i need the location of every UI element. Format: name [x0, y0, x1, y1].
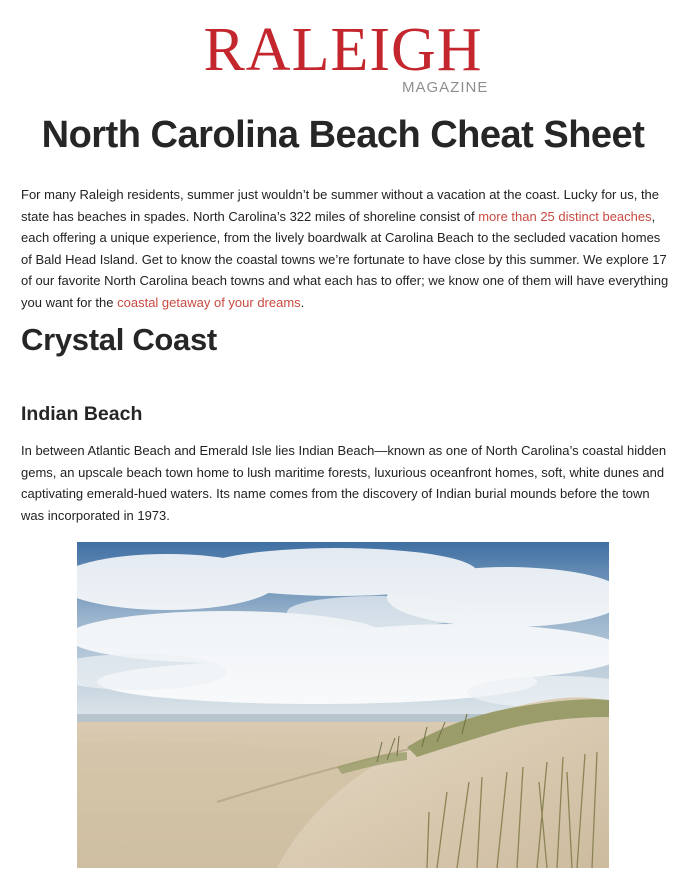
intro-paragraph	[21, 184, 669, 314]
beach-dune-photo	[77, 542, 609, 868]
intro-text-2: , each offering a unique experience, from the lively boardwalk at Carolina Beach to the secluded vacation homes of Bald Head Island. Get to know the coastal towns we’re fortunate to have close by this summer. We explore 17 of our favorite North Carolina beach towns and what each has to offer; we know one of them will have everything you want for the	[21, 208, 669, 310]
article-title: North Carolina Beach Cheat Sheet	[41, 114, 645, 156]
beach-dune-illustration	[77, 542, 609, 868]
section-heading-crystal-coast: Crystal Coast	[21, 322, 217, 357]
intro-text-1: For many Raleigh residents, summer just wouldn’t be summer without a vacation at the coast. Lucky for us, the state has beaches in spades. North Carolina’s 322 miles of shoreline consist of	[21, 187, 660, 224]
beach-description: In between Atlantic Beach and Emerald Isle lies Indian Beach—known as one of North Carolina’s coastal hidden gems, an upscale beach town home to lush maritime forests, luxurious oceanfront homes, soft, white dunes and captivating emerald-hued waters. Its name comes from the discovery of Indian burial mounds before the town was incorporated in 1973.	[21, 443, 667, 523]
raleigh-magazine-logo[interactable]: RALEIGH	[203, 16, 483, 84]
distinct-beaches-link[interactable]: more than 25 distinct beaches	[478, 208, 652, 224]
masthead	[0, 14, 686, 98]
coastal-getaway-link[interactable]: coastal getaway of your dreams	[117, 294, 301, 310]
logo-subtitle: MAGAZINE	[402, 79, 489, 96]
sub-heading-indian-beach: Indian Beach	[21, 403, 143, 425]
intro-text-3: .	[300, 294, 305, 310]
